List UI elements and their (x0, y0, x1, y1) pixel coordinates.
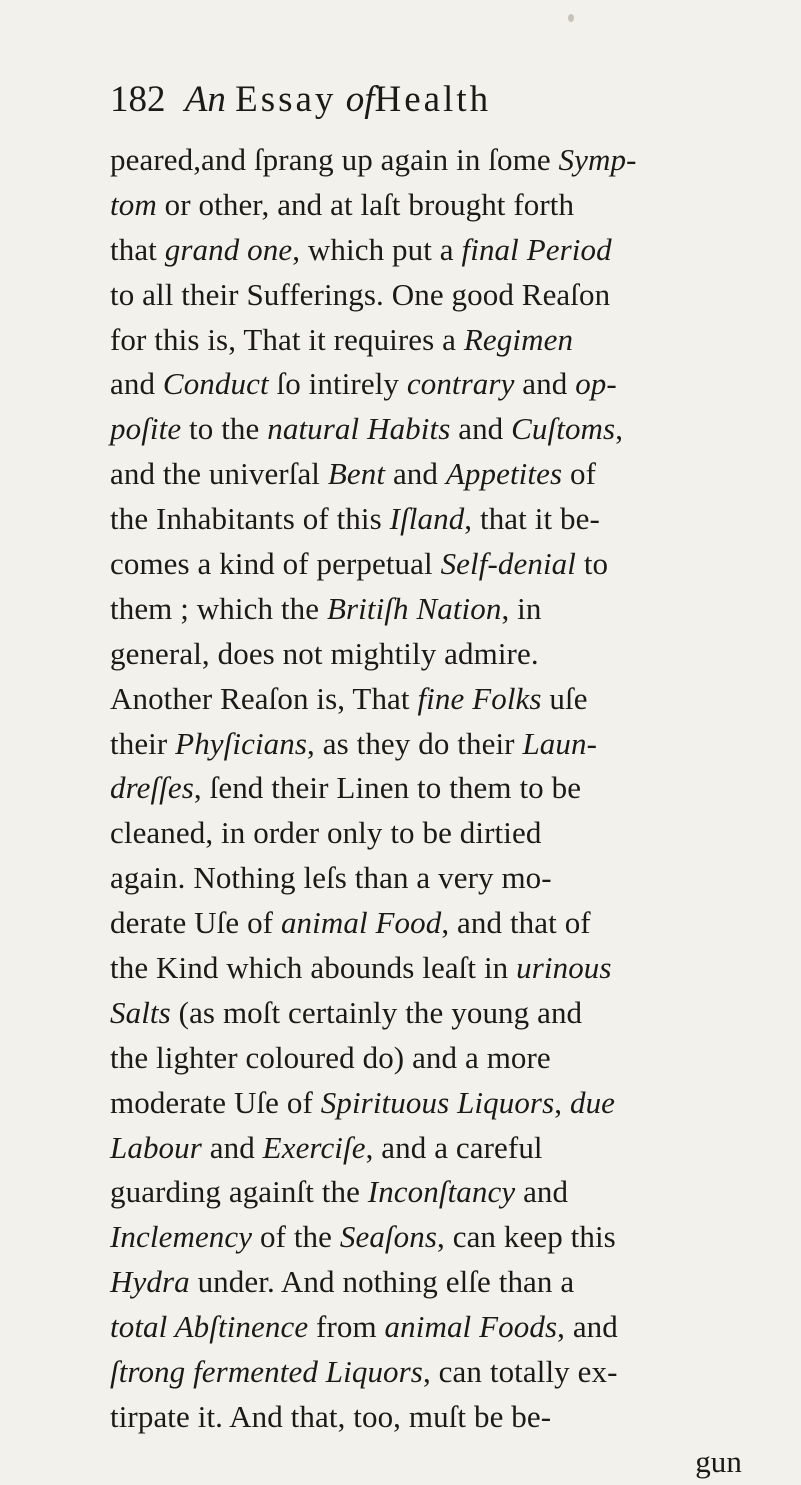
roman-text: gun (695, 1443, 742, 1479)
text-line (110, 273, 750, 318)
roman-text: and (514, 366, 576, 402)
text-line (110, 677, 750, 722)
italic-text: Labour (110, 1129, 202, 1165)
text-line (110, 497, 750, 542)
italic-text: Inconſtancy (367, 1174, 516, 1210)
italic-text: natural Habits (267, 411, 451, 447)
italic-text: poſite (110, 411, 182, 447)
italic-text: Self-denial (440, 546, 576, 582)
text-line (110, 766, 750, 811)
text-line (110, 1440, 750, 1485)
roman-text: , in (501, 590, 542, 626)
roman-text: the Inhabitants of this (110, 501, 390, 537)
roman-text: Another Reaſon is, That (110, 680, 418, 716)
italic-text: Regimen (463, 321, 574, 357)
italic-text: Bent (327, 456, 386, 492)
roman-text: from (308, 1309, 385, 1345)
roman-text: , (615, 411, 624, 447)
italic-text: Laun- (522, 725, 598, 761)
text-line (110, 1126, 750, 1171)
header-word-essay: Essay (235, 79, 337, 120)
roman-text: the Kind which abounds leaſt in (110, 950, 517, 986)
roman-text: , (554, 1084, 570, 1120)
italic-text: Conduct (162, 366, 269, 402)
text-line (110, 1036, 750, 1081)
italic-text: op- (575, 366, 617, 402)
body-text (110, 138, 750, 1485)
roman-text: under. And nothing elſe than a (189, 1264, 575, 1300)
header-word-of: of (345, 79, 375, 120)
roman-text: cleaned, in order only to be dirtied (110, 815, 542, 851)
roman-text: (as moſt certainly the young and (170, 994, 583, 1030)
text-line (110, 946, 750, 991)
italic-text: ſtrong fermented Liquors (110, 1354, 423, 1390)
roman-text: to (575, 546, 609, 582)
italic-text: Seaſons (339, 1219, 438, 1255)
roman-text: tirpate it. And that, too, muſt be be- (110, 1398, 552, 1434)
italic-text: Inclemency (110, 1219, 253, 1255)
italic-text: Symp- (558, 142, 637, 177)
text-line (110, 407, 750, 452)
italic-text: Salts (110, 994, 171, 1030)
roman-text: that (110, 231, 165, 267)
italic-text: Britiſh Nation (326, 590, 502, 626)
italic-text: animal Food (280, 905, 442, 941)
text-line (110, 542, 750, 587)
roman-text: derate Uſe of (110, 905, 281, 941)
text-line (110, 362, 750, 407)
text-line (110, 722, 750, 767)
roman-text: general, does not mightily admire. (110, 635, 539, 671)
roman-text: for this is, That it requires a (110, 321, 464, 357)
italic-text: grand one (164, 231, 293, 267)
roman-text: , which put a (292, 231, 462, 267)
roman-text: comes a kind of perpetual (110, 546, 441, 582)
text-line (110, 1260, 750, 1305)
italic-text: contrary (406, 366, 515, 402)
text-line (110, 1170, 750, 1215)
roman-text: of the (252, 1219, 340, 1255)
roman-text: and (201, 1129, 263, 1165)
italic-text: Appetites (445, 456, 563, 492)
roman-text: and (385, 456, 446, 492)
italic-text: tom (110, 186, 157, 222)
text-line (110, 1395, 750, 1440)
text-line (110, 991, 750, 1036)
italic-text: Iſland (389, 501, 465, 537)
italic-text: Phyſicians (175, 725, 308, 761)
roman-text: again. Nothing leſs than a very mo- (110, 860, 552, 896)
italic-text: urinous (516, 950, 612, 986)
roman-text: , that it be- (464, 501, 600, 537)
roman-text: and (515, 1174, 569, 1210)
ink-spot (568, 14, 574, 22)
roman-text: , can keep this (437, 1219, 616, 1255)
italic-text: Cuſtoms (511, 411, 616, 447)
italic-text: animal Foods (384, 1309, 558, 1345)
roman-text: , and that of (441, 905, 591, 941)
roman-text: uſe (541, 680, 588, 716)
roman-text: peared,and ſprang up again in ſome (110, 142, 559, 177)
text-line (110, 1215, 750, 1260)
roman-text: their (110, 725, 176, 761)
text-line (110, 228, 750, 273)
header-word-health: Health (374, 79, 492, 120)
roman-text: to all their Sufferings. One good Reaſon (110, 276, 611, 312)
italic-text: Hydra (110, 1264, 190, 1300)
roman-text: of (562, 456, 596, 492)
roman-text: , and (557, 1309, 618, 1345)
italic-text: Spirituous Liquors (320, 1084, 555, 1120)
text-line (110, 1081, 750, 1126)
text-line (110, 138, 750, 183)
italic-text: fine Folks (417, 680, 542, 716)
italic-text: Exerciſe (262, 1129, 366, 1165)
roman-text: the lighter coloured do) and a more (110, 1039, 551, 1075)
text-line (110, 901, 750, 946)
text-line (110, 452, 750, 497)
roman-text: , as they do their (307, 725, 523, 761)
roman-text: and the univerſal (110, 456, 328, 492)
roman-text: and (110, 366, 163, 402)
text-line (110, 632, 750, 677)
text-line (110, 1305, 750, 1350)
header-word-an: An (184, 79, 226, 120)
roman-text: , can totally ex- (422, 1354, 618, 1390)
italic-text: dreſſes (110, 770, 194, 806)
text-line (110, 183, 750, 228)
text-line (110, 318, 750, 363)
roman-text: , ſend their Linen to them to be (193, 770, 582, 806)
roman-text: ſo intirely (268, 366, 407, 402)
text-line (110, 587, 750, 632)
roman-text: them ; which the (110, 590, 327, 626)
running-header (110, 74, 730, 126)
page-number: 182 (110, 79, 166, 120)
text-line (110, 811, 750, 856)
roman-text: to the (181, 411, 268, 447)
italic-text: total Abſtinence (110, 1309, 309, 1345)
roman-text: guarding againſt the (110, 1174, 368, 1210)
text-line (110, 1350, 750, 1395)
italic-text: due (569, 1084, 616, 1120)
italic-text: final Period (461, 231, 612, 267)
roman-text: , and a careful (365, 1129, 543, 1165)
roman-text: moderate Uſe of (110, 1084, 321, 1120)
roman-text: or other, and at laſt brought forth (156, 186, 575, 222)
text-line (110, 856, 750, 901)
roman-text: and (450, 411, 512, 447)
